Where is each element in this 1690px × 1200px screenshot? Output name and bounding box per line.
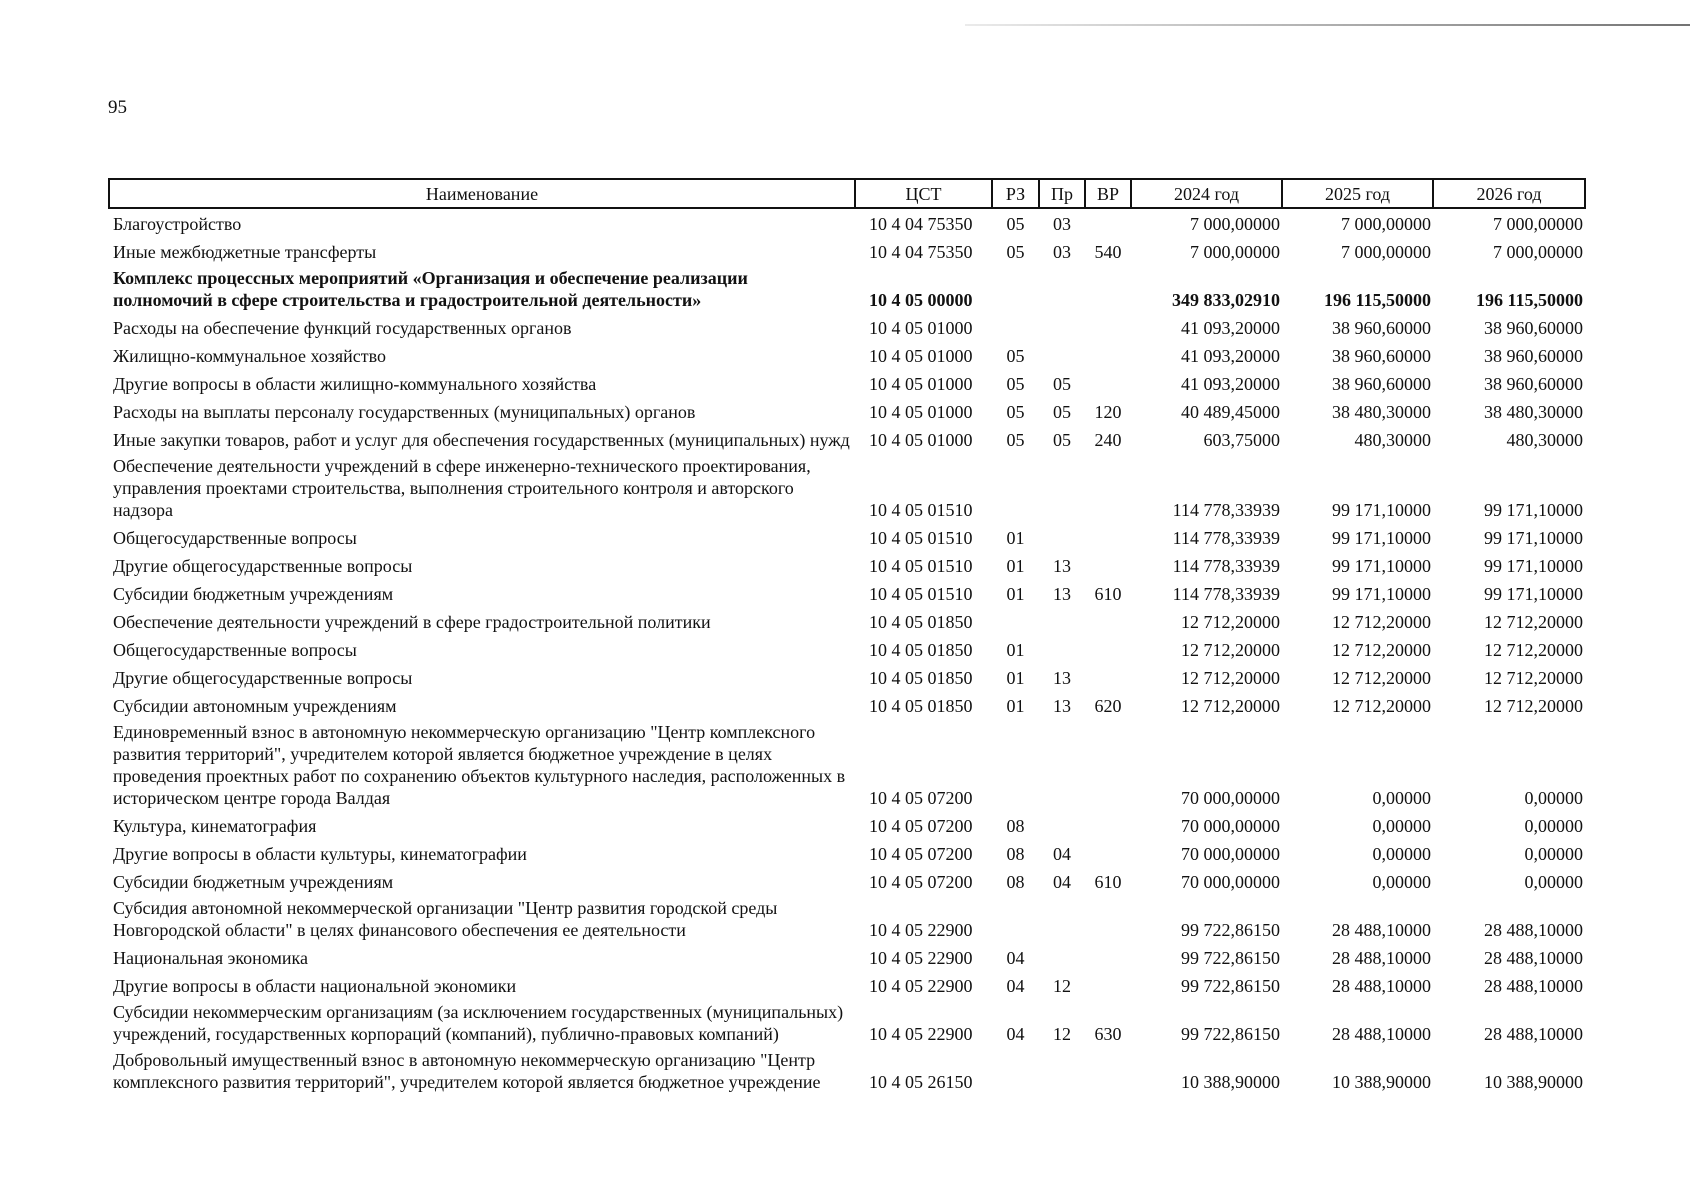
row-amount-2025: 12 712,20000	[1332, 668, 1431, 688]
row-rz: 04	[1006, 976, 1025, 996]
row-vr	[1085, 719, 1131, 811]
row-name: Единовременный взнос в автономную некоммерческую организацию "Центр комплексного развития территорий", учредителем которой является бюджетное учреждение в целях проведения проектных работ по сохранению объектов культурного наследия, расположенных в историческом центре города Валдая	[113, 722, 846, 808]
row-vr: 620	[1094, 696, 1122, 716]
row-pr	[1039, 523, 1085, 551]
row-amount-2025: 0,00000	[1372, 788, 1431, 808]
row-code: 10 4 05 00000	[869, 290, 973, 310]
table-row	[109, 265, 1585, 313]
row-amount-2024: 603,75000	[1203, 430, 1280, 450]
page-number: 95	[108, 97, 127, 118]
row-vr	[1085, 313, 1131, 341]
row-rz: 05	[1006, 346, 1025, 366]
row-code: 10 4 05 01000	[869, 402, 973, 422]
row-name: Другие вопросы в области жилищно-коммунального хозяйства	[113, 374, 597, 394]
table-row	[109, 369, 1585, 397]
row-pr: 03	[1053, 214, 1071, 234]
row-amount-2026: 99 171,10000	[1484, 500, 1583, 520]
row-amount-2026: 10 388,90000	[1484, 1072, 1583, 1092]
row-rz: 01	[1006, 640, 1025, 660]
header-2024: 2024 год	[1131, 179, 1282, 208]
row-pr	[1039, 453, 1085, 523]
table-row	[109, 551, 1585, 579]
row-pr: 13	[1053, 696, 1071, 716]
row-amount-2025: 28 488,10000	[1332, 1024, 1431, 1044]
row-amount-2024: 349 833,02910	[1172, 290, 1280, 310]
row-amount-2024: 70 000,00000	[1181, 872, 1280, 892]
row-rz: 01	[1006, 556, 1025, 576]
row-name: Расходы на выплаты персоналу государственных (муниципальных) органов	[113, 402, 696, 422]
row-rz: 01	[1006, 528, 1025, 548]
row-amount-2024: 7 000,00000	[1190, 214, 1280, 234]
row-amount-2025: 99 171,10000	[1332, 500, 1431, 520]
table-row	[109, 635, 1585, 663]
row-amount-2026: 0,00000	[1524, 788, 1583, 808]
row-name: Общегосударственные вопросы	[113, 528, 357, 548]
row-code: 10 4 05 07200	[869, 788, 973, 808]
row-rz: 08	[1006, 816, 1025, 836]
row-amount-2025: 0,00000	[1372, 872, 1431, 892]
row-code: 10 4 05 26150	[869, 1072, 973, 1092]
row-name: Иные межбюджетные трансферты	[113, 242, 377, 262]
row-vr: 540	[1094, 242, 1122, 262]
row-rz: 05	[1006, 374, 1025, 394]
row-rz: 01	[1006, 668, 1025, 688]
row-pr: 12	[1053, 1024, 1071, 1044]
row-amount-2026: 38 480,30000	[1484, 402, 1583, 422]
row-rz	[992, 719, 1039, 811]
row-vr: 120	[1094, 402, 1122, 422]
row-amount-2025: 12 712,20000	[1332, 696, 1431, 716]
row-rz: 04	[1006, 1024, 1025, 1044]
row-amount-2025: 196 115,50000	[1323, 290, 1431, 310]
table-row	[109, 341, 1585, 369]
row-amount-2025: 7 000,00000	[1341, 214, 1431, 234]
row-vr	[1085, 265, 1131, 313]
row-vr	[1085, 453, 1131, 523]
table-row	[109, 579, 1585, 607]
row-amount-2025: 12 712,20000	[1332, 640, 1431, 660]
row-name: Жилищно-коммунальное хозяйство	[113, 346, 387, 366]
row-amount-2024: 114 778,33939	[1172, 556, 1280, 576]
row-amount-2026: 12 712,20000	[1484, 668, 1583, 688]
row-code: 10 4 05 01850	[869, 668, 973, 688]
row-name: Другие вопросы в области национальной экономики	[113, 976, 517, 996]
row-name: Субсидии бюджетным учреждениям	[113, 584, 394, 604]
row-rz: 01	[1006, 584, 1025, 604]
row-vr	[1085, 369, 1131, 397]
row-amount-2024: 70 000,00000	[1181, 788, 1280, 808]
row-name: Культура, кинематография	[113, 816, 317, 836]
table-row	[109, 208, 1585, 237]
row-amount-2026: 196 115,50000	[1475, 290, 1583, 310]
row-name: Субсидии бюджетным учреждениям	[113, 872, 394, 892]
row-code: 10 4 05 01850	[869, 696, 973, 716]
row-amount-2025: 28 488,10000	[1332, 948, 1431, 968]
row-pr	[1039, 341, 1085, 369]
row-pr	[1039, 943, 1085, 971]
table-row	[109, 523, 1585, 551]
row-amount-2025: 28 488,10000	[1332, 920, 1431, 940]
row-amount-2024: 12 712,20000	[1181, 668, 1280, 688]
row-amount-2026: 38 960,60000	[1484, 346, 1583, 366]
row-code: 10 4 05 07200	[869, 872, 973, 892]
row-rz: 05	[1006, 430, 1025, 450]
row-code: 10 4 05 01000	[869, 430, 973, 450]
row-rz: 08	[1006, 844, 1025, 864]
row-vr	[1085, 523, 1131, 551]
row-amount-2026: 99 171,10000	[1484, 556, 1583, 576]
header-name: Наименование	[109, 179, 855, 208]
row-name: Другие вопросы в области культуры, кинематографии	[113, 844, 527, 864]
row-pr: 13	[1053, 584, 1071, 604]
row-amount-2026: 38 960,60000	[1484, 374, 1583, 394]
row-name: Субсидии некоммерческим организациям (за исключением государственных (муниципальных) учреждений, государственных корпораций (компаний), публично-правовых компаний)	[113, 1002, 844, 1044]
header-pr: Пр	[1039, 179, 1085, 208]
row-amount-2026: 0,00000	[1524, 872, 1583, 892]
row-amount-2025: 99 171,10000	[1332, 584, 1431, 604]
row-name: Благоустройство	[113, 214, 242, 234]
row-amount-2026: 12 712,20000	[1484, 612, 1583, 632]
row-rz: 08	[1006, 872, 1025, 892]
row-amount-2024: 41 093,20000	[1181, 318, 1280, 338]
header-vr: ВР	[1085, 179, 1131, 208]
row-code: 10 4 05 22900	[869, 948, 973, 968]
row-code: 10 4 05 01850	[869, 640, 973, 660]
row-amount-2025: 7 000,00000	[1341, 242, 1431, 262]
row-code: 10 4 05 01000	[869, 318, 973, 338]
table-row	[109, 811, 1585, 839]
table-row	[109, 237, 1585, 265]
row-code: 10 4 05 07200	[869, 816, 973, 836]
row-code: 10 4 05 01510	[869, 500, 973, 520]
row-code: 10 4 05 01850	[869, 612, 973, 632]
table-body	[109, 208, 1585, 1095]
row-amount-2024: 99 722,86150	[1181, 1024, 1280, 1044]
row-amount-2024: 40 489,45000	[1181, 402, 1280, 422]
row-name: Общегосударственные вопросы	[113, 640, 357, 660]
row-vr	[1085, 895, 1131, 943]
row-pr: 04	[1053, 844, 1071, 864]
row-amount-2024: 114 778,33939	[1172, 584, 1280, 604]
row-pr	[1039, 719, 1085, 811]
row-code: 10 4 05 01000	[869, 374, 973, 394]
row-vr	[1085, 663, 1131, 691]
row-code: 10 4 05 22900	[869, 1024, 973, 1044]
row-amount-2026: 12 712,20000	[1484, 640, 1583, 660]
row-name: Другие общегосударственные вопросы	[113, 556, 413, 576]
row-pr: 05	[1053, 402, 1071, 422]
row-vr	[1085, 971, 1131, 999]
row-amount-2026: 38 960,60000	[1484, 318, 1583, 338]
row-name: Субсидия автономной некоммерческой организации "Центр развития городской среды Новгородской области" в целях финансового обеспечения ее деятельности	[113, 898, 778, 940]
row-amount-2026: 99 171,10000	[1484, 528, 1583, 548]
header-rz: РЗ	[992, 179, 1039, 208]
row-vr	[1085, 635, 1131, 663]
row-pr: 13	[1053, 668, 1071, 688]
row-vr	[1085, 839, 1131, 867]
row-pr	[1039, 1047, 1085, 1095]
row-code: 10 4 04 75350	[869, 214, 973, 234]
row-amount-2024: 114 778,33939	[1172, 500, 1280, 520]
table-row	[109, 895, 1585, 943]
row-pr: 04	[1053, 872, 1071, 892]
row-vr	[1085, 607, 1131, 635]
row-amount-2026: 28 488,10000	[1484, 976, 1583, 996]
table-row	[109, 719, 1585, 811]
row-name: Иные закупки товаров, работ и услуг для обеспечения государственных (муниципальных) нужд	[113, 430, 850, 450]
row-rz: 05	[1006, 214, 1025, 234]
row-amount-2025: 38 960,60000	[1332, 346, 1431, 366]
row-name: Обеспечение деятельности учреждений в сфере градостроительной политики	[113, 612, 711, 632]
row-pr	[1039, 635, 1085, 663]
row-amount-2025: 480,30000	[1354, 430, 1431, 450]
row-rz: 01	[1006, 696, 1025, 716]
row-name: Субсидии автономным учреждениям	[113, 696, 397, 716]
table-row	[109, 839, 1585, 867]
row-amount-2025: 99 171,10000	[1332, 556, 1431, 576]
row-code: 10 4 05 01510	[869, 556, 973, 576]
row-amount-2024: 99 722,86150	[1181, 948, 1280, 968]
row-amount-2025: 99 171,10000	[1332, 528, 1431, 548]
row-amount-2024: 12 712,20000	[1181, 640, 1280, 660]
row-rz	[992, 265, 1039, 313]
row-amount-2026: 12 712,20000	[1484, 696, 1583, 716]
row-vr	[1085, 811, 1131, 839]
row-name: Добровольный имущественный взнос в автономную некоммерческую организацию "Центр комплексного развития территорий", учредителем которой является бюджетное учреждение	[113, 1050, 821, 1092]
row-amount-2024: 12 712,20000	[1181, 612, 1280, 632]
row-name: Комплекс процессных мероприятий «Организация и обеспечение реализации полномочий в сфере строительства и градостроительной деятельности»	[113, 268, 748, 310]
row-amount-2024: 114 778,33939	[1172, 528, 1280, 548]
row-pr	[1039, 811, 1085, 839]
row-name: Другие общегосударственные вопросы	[113, 668, 413, 688]
table-row	[109, 691, 1585, 719]
row-name: Расходы на обеспечение функций государственных органов	[113, 318, 572, 338]
row-rz: 05	[1006, 242, 1025, 262]
row-amount-2025: 38 960,60000	[1332, 374, 1431, 394]
row-rz	[992, 313, 1039, 341]
row-amount-2024: 41 093,20000	[1181, 374, 1280, 394]
row-rz	[992, 453, 1039, 523]
row-amount-2025: 10 388,90000	[1332, 1072, 1431, 1092]
row-pr: 05	[1053, 374, 1071, 394]
row-amount-2026: 99 171,10000	[1484, 584, 1583, 604]
row-amount-2026: 0,00000	[1524, 816, 1583, 836]
row-amount-2024: 12 712,20000	[1181, 696, 1280, 716]
row-amount-2024: 70 000,00000	[1181, 844, 1280, 864]
table-header-row	[109, 179, 1585, 208]
row-code: 10 4 05 01510	[869, 584, 973, 604]
table-row	[109, 425, 1585, 453]
row-code: 10 4 04 75350	[869, 242, 973, 262]
table-row	[109, 397, 1585, 425]
row-amount-2024: 41 093,20000	[1181, 346, 1280, 366]
scan-edge-line	[965, 24, 1690, 26]
row-amount-2026: 28 488,10000	[1484, 1024, 1583, 1044]
row-amount-2026: 28 488,10000	[1484, 920, 1583, 940]
row-amount-2026: 7 000,00000	[1493, 242, 1583, 262]
row-rz: 04	[1006, 948, 1025, 968]
row-amount-2026: 0,00000	[1524, 844, 1583, 864]
table-row	[109, 971, 1585, 999]
row-code: 10 4 05 07200	[869, 844, 973, 864]
row-code: 10 4 05 22900	[869, 920, 973, 940]
header-code: ЦСТ	[855, 179, 992, 208]
row-vr	[1085, 341, 1131, 369]
row-vr: 610	[1094, 872, 1122, 892]
row-amount-2024: 70 000,00000	[1181, 816, 1280, 836]
row-pr: 13	[1053, 556, 1071, 576]
row-amount-2025: 38 960,60000	[1332, 318, 1431, 338]
header-2026: 2026 год	[1433, 179, 1585, 208]
row-amount-2024: 99 722,86150	[1181, 976, 1280, 996]
row-amount-2025: 0,00000	[1372, 844, 1431, 864]
row-name: Национальная экономика	[113, 948, 308, 968]
row-pr: 05	[1053, 430, 1071, 450]
row-amount-2025: 0,00000	[1372, 816, 1431, 836]
table-row	[109, 663, 1585, 691]
row-vr	[1085, 943, 1131, 971]
table-row	[109, 943, 1585, 971]
row-amount-2025: 38 480,30000	[1332, 402, 1431, 422]
row-vr: 240	[1094, 430, 1122, 450]
table-row	[109, 867, 1585, 895]
table-row	[109, 453, 1585, 523]
row-vr	[1085, 551, 1131, 579]
header-2025: 2025 год	[1282, 179, 1433, 208]
table-row	[109, 999, 1585, 1047]
row-vr: 630	[1094, 1024, 1122, 1044]
row-amount-2026: 28 488,10000	[1484, 948, 1583, 968]
row-code: 10 4 05 01000	[869, 346, 973, 366]
row-amount-2024: 10 388,90000	[1181, 1072, 1280, 1092]
row-rz: 05	[1006, 402, 1025, 422]
row-rz	[992, 607, 1039, 635]
row-amount-2025: 28 488,10000	[1332, 976, 1431, 996]
row-vr	[1085, 1047, 1131, 1095]
row-amount-2026: 480,30000	[1506, 430, 1583, 450]
row-pr	[1039, 265, 1085, 313]
row-rz	[992, 1047, 1039, 1095]
row-amount-2025: 12 712,20000	[1332, 612, 1431, 632]
row-pr	[1039, 895, 1085, 943]
row-pr	[1039, 607, 1085, 635]
row-amount-2024: 99 722,86150	[1181, 920, 1280, 940]
row-pr: 03	[1053, 242, 1071, 262]
row-code: 10 4 05 22900	[869, 976, 973, 996]
table-row	[109, 1047, 1585, 1095]
row-amount-2026: 7 000,00000	[1493, 214, 1583, 234]
row-name: Обеспечение деятельности учреждений в сфере инженерно-технического проектирования, управления проектами строительства, выполнения строительного контроля и авторского надзора	[113, 456, 811, 520]
row-code: 10 4 05 01510	[869, 528, 973, 548]
row-pr: 12	[1053, 976, 1071, 996]
budget-table	[108, 178, 1586, 1095]
row-vr	[1085, 208, 1131, 237]
table-row	[109, 607, 1585, 635]
row-pr	[1039, 313, 1085, 341]
row-rz	[992, 895, 1039, 943]
table-row	[109, 313, 1585, 341]
row-vr: 610	[1094, 584, 1122, 604]
row-amount-2024: 7 000,00000	[1190, 242, 1280, 262]
